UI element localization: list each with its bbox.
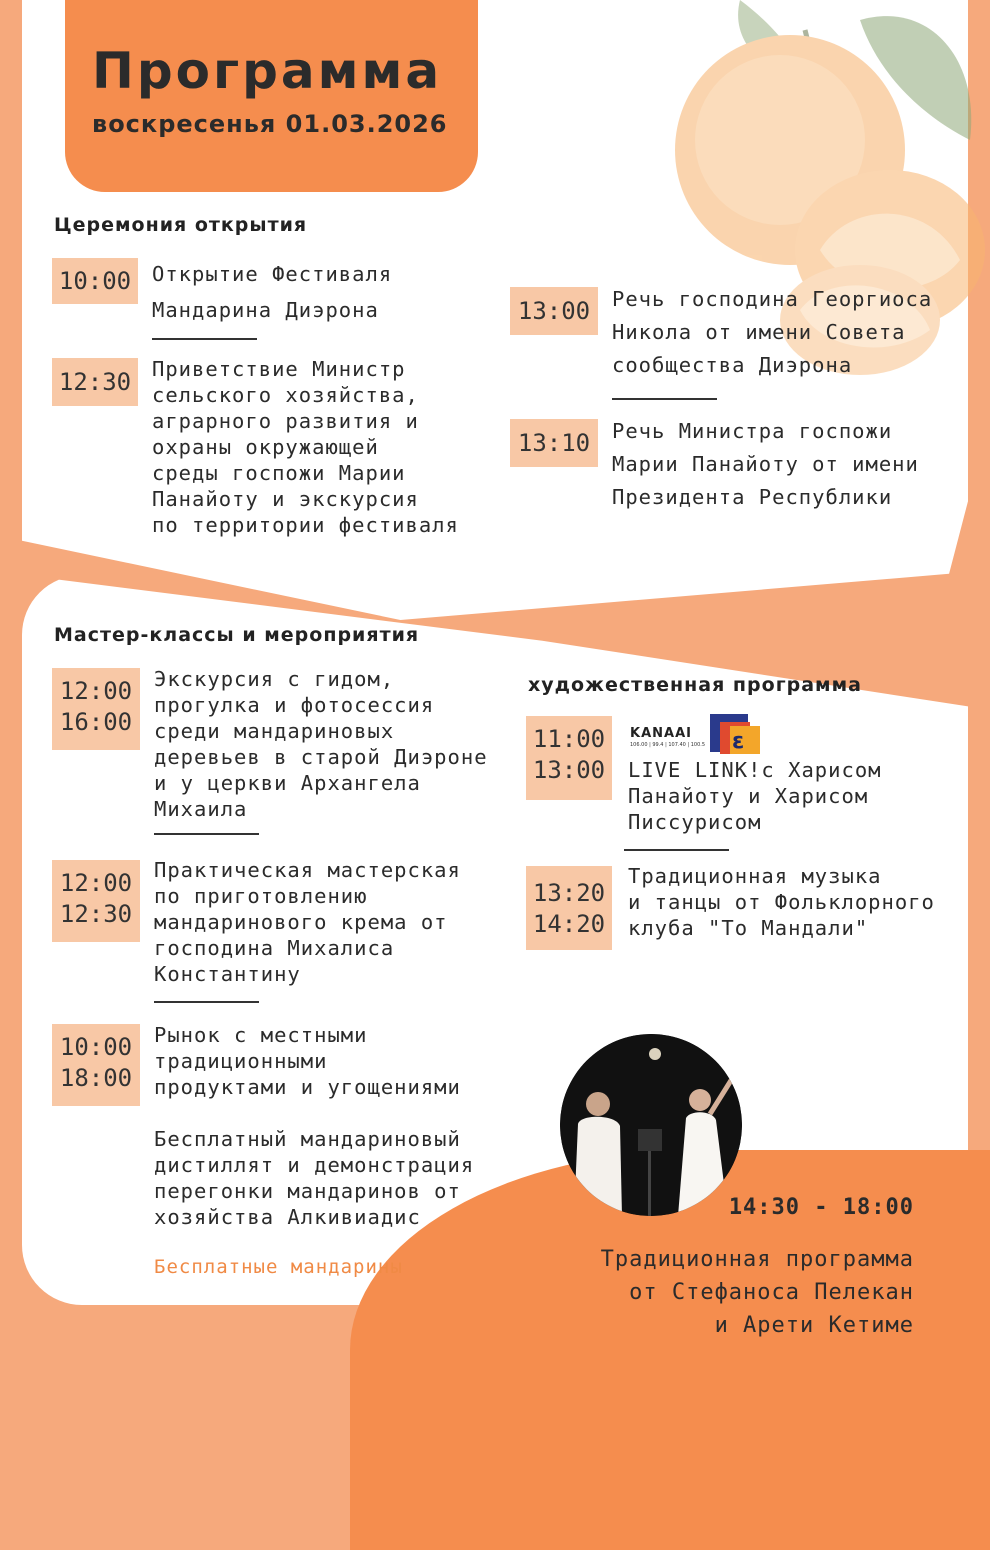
time-box: 11:00 13:00 [526,716,612,800]
separator [154,1001,259,1003]
separator [152,338,257,340]
art-section-title: художественная программа [528,674,862,696]
schedule-item-text: Речь господина Георгиоса Никола от имени Совета сообщества Диэрона [612,287,933,377]
kanali-logo-text: KANAAI [630,726,692,741]
schedule-item-text: Традиционная музыка и танцы от Фольклорного клуба "То Мандали" [628,864,935,940]
time-box: 13:20 14:20 [526,866,612,950]
time-box: 13:00 [510,287,598,335]
schedule-item-text: Приветствие Министр сельского хозяйства, аграрного развития и охраны окружающей среды госпожи Марии Панайоту и экскурсия по территории фестиваля [152,357,459,537]
time-box: 13:10 [510,419,598,467]
schedule-item-text: Открытие Фестиваля Мандарина Диэрона [152,262,393,322]
schedule-item-text: Экскурсия с гидом, прогулка и фотосессия среди мандариновых деревьев в старой Диэроне и у церкви Архангела Михаила [154,667,488,821]
schedule-item-text: Рынок с местными традиционными продуктами и угощениями [154,1023,461,1099]
kanali-logo [630,712,765,754]
final-event-text: Традиционная программа от Стефаноса Пелекан и Арети Кетиме [600,1247,914,1338]
separator [612,398,717,400]
distillate-text: Бесплатный мандариновый дистиллят и демонстрация перегонки мандаринов от хозяйства Алкивиадис [154,1127,475,1229]
separator [624,849,729,851]
time-box: 12:00 16:00 [52,668,140,750]
schedule-item-text: Речь Министра госпожи Марии Панайоту от имени Президента Республики [612,419,919,509]
time-box: 12:00 12:30 [52,860,140,942]
kanali-logo-freq: 106.00 | 99.4 | 107.40 | 100.5 [630,742,706,748]
page-subtitle: воскресенья 01.03.2026 [92,110,448,138]
free-mandarins-text: Бесплатные мандарины [154,1256,403,1278]
separator [154,833,259,835]
schedule-item-text: Практическая мастерская по приготовлению мандаринового крема от господина Михалиса Константину [154,858,461,986]
time-box: 12:30 [52,358,138,406]
opening-section-title: Церемония открытия [54,214,308,236]
workshops-section-title: Мастер-классы и мероприятия [54,624,420,646]
time-box: 10:00 18:00 [52,1024,140,1106]
svg-text:ε: ε [732,729,745,754]
final-event-time: 14:30 - 18:00 [728,1195,914,1220]
time-box: 10:00 [52,258,138,304]
kanali-badge-icon [710,712,764,754]
performers-photo [560,1034,742,1216]
page-title: Программа [92,42,443,100]
schedule-item-text: LIVE LINK!с Харисом Панайоту и Харисом Писсурисом [628,758,882,834]
